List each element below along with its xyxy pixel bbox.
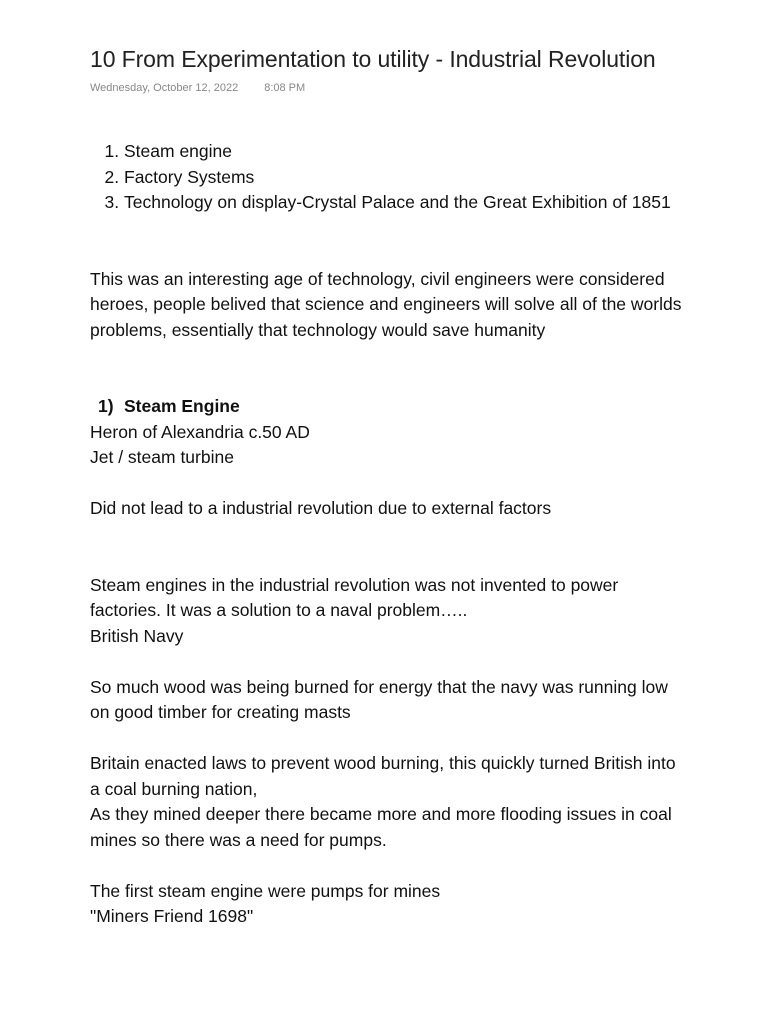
text-paragraph: Britain enacted laws to prevent wood burning, this quickly turned British into a coal burning nation, (90, 753, 676, 799)
text-line: British Navy (90, 625, 184, 646)
text-line: The first steam engine were pumps for mines (90, 880, 441, 901)
text-line: Did not lead to a industrial revolution due to external factors (90, 498, 552, 518)
outline-item: 1. Steam engine (124, 139, 690, 165)
note-time: 8:08 PM (264, 82, 306, 94)
note-date: Wednesday, October 12, 2022 (90, 82, 239, 94)
section-title: Steam Engine (124, 396, 240, 416)
text-paragraph: So much wood was being burned for energy that the navy was running low on good timber for creating masts (90, 676, 668, 722)
text-line: Jet / steam turbine (90, 447, 234, 467)
page-title: 10 From Experimentation to utility - Industrial Revolution (90, 46, 656, 72)
section-heading (90, 394, 690, 420)
text-line: Heron of Alexandria c.50 AD (90, 421, 310, 442)
intro-paragraph: This was an interesting age of technology, civil engineers were considered heroes, people belived that science and engineers will solve all of the worlds problems, essentially that technology would save humanity (90, 268, 682, 340)
outline-item: 2. Factory Systems (124, 165, 690, 191)
section-number: 1) (98, 396, 114, 416)
text-paragraph: Steam engines in the industrial revolution was not invented to power factories. It was a solution to a naval problem….. (90, 574, 619, 620)
text-paragraph: As they mined deeper there became more and more flooding issues in coal mines so there was a need for pumps. (90, 804, 672, 850)
outline-list (90, 139, 690, 216)
outline-item: 3. Technology on display-Crystal Palace and the Great Exhibition of 1851 (124, 190, 690, 216)
note-timestamp (90, 82, 305, 94)
text-line: "Miners Friend 1698" (90, 906, 254, 926)
note-body (90, 139, 690, 930)
